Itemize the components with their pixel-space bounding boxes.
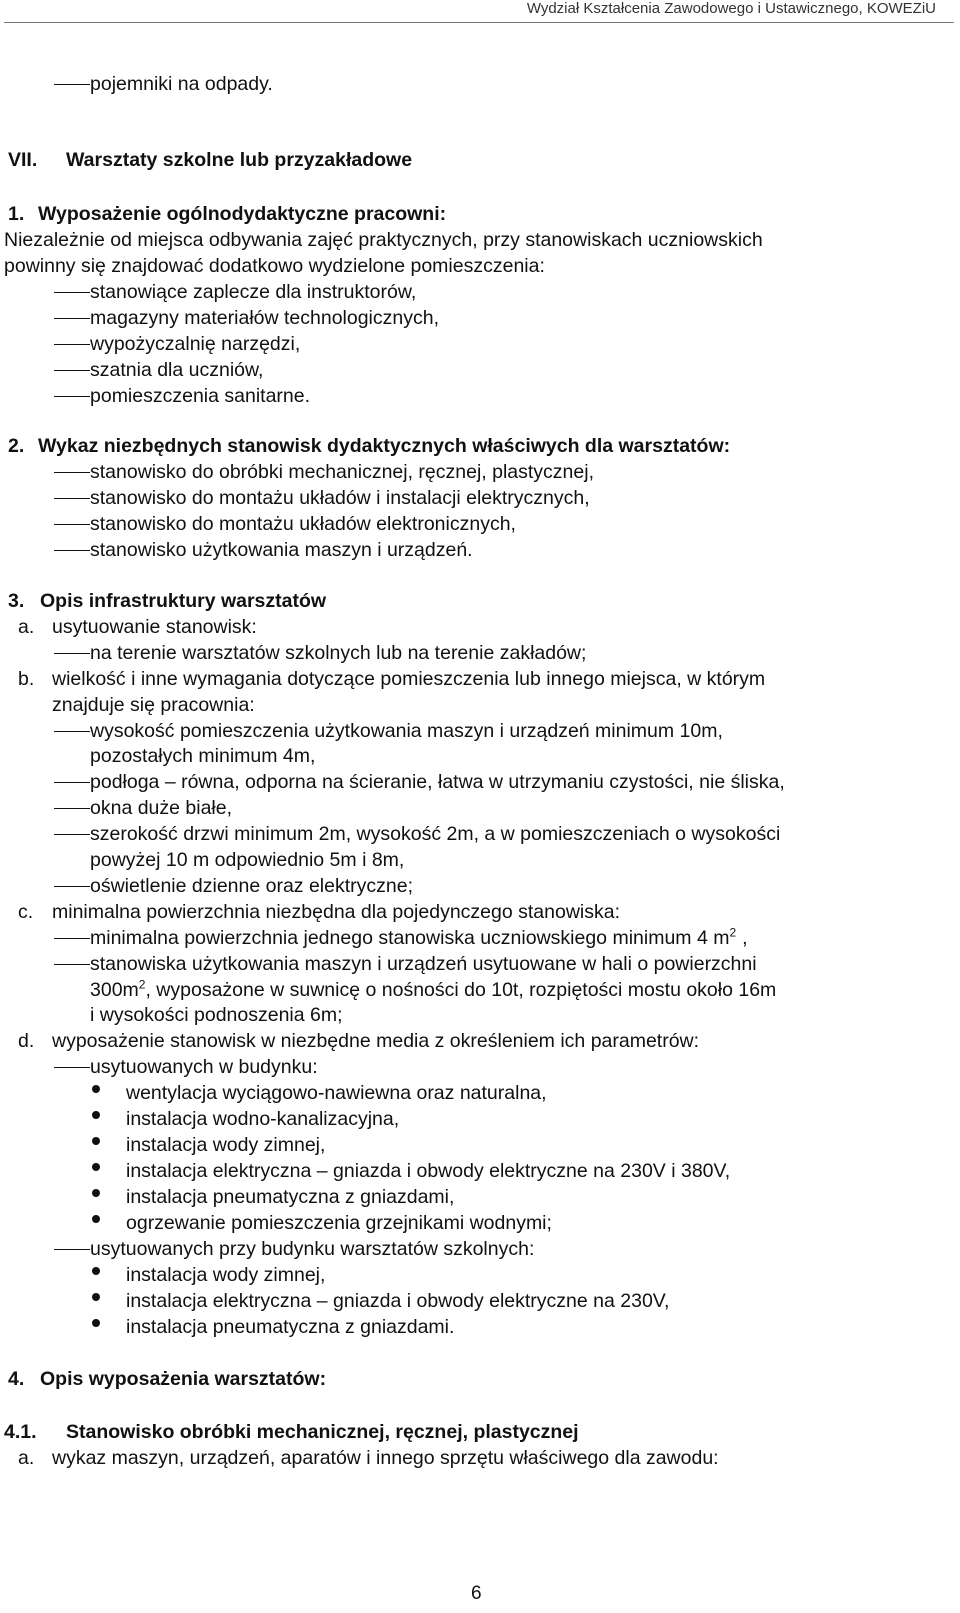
bullet-icon [92, 1189, 100, 1197]
list-item: stanowisko użytkowania maszyn i urządzeń. [90, 539, 473, 561]
list-item: stanowisko do montażu układów i instalacji elektrycznych, [90, 487, 590, 509]
paragraph-line: powinny się znajdować dodatkowo wydzielone pomieszczenia: [4, 255, 545, 277]
bullet-icon [92, 1163, 100, 1171]
subsection-title: Wyposażenie ogólnodydaktyczne pracowni: [38, 203, 447, 225]
list-dash [54, 84, 90, 85]
list-dash [54, 808, 90, 809]
item-text: wykaz maszyn, urządzeń, aparatów i innego sprzętu właściwego dla zawodu: [52, 1447, 719, 1469]
list-item: magazyny materiałów technologicznych, [90, 307, 440, 329]
item-text: usytuowanie stanowisk: [52, 616, 257, 638]
list-item: stanowisko do obróbki mechanicznej, ręcznej, plastycznej, [90, 461, 595, 483]
superscript: 2 [729, 925, 737, 940]
list-item: szerokość drzwi minimum 2m, wysokość 2m, a w pomieszczeniach o wysokości [90, 823, 781, 845]
paragraph-line: Niezależnie od miejsca odbywania zajęć praktycznych, przy stanowiskach uczniowskich [4, 229, 763, 251]
list-item: szatnia dla uczniów, [90, 359, 264, 381]
list-item: usytuowanych w budynku: [90, 1056, 318, 1078]
subsection-number: 2. [8, 435, 25, 457]
list-item-tail: , [742, 927, 748, 949]
section-title: Warsztaty szkolne lub przyzakładowe [66, 149, 413, 171]
bullet-item: instalacja wody zimnej, [126, 1264, 326, 1286]
list-item: wypożyczalnię narzędzi, [90, 333, 301, 355]
list-item: wysokość pomieszczenia użytkowania maszyn i urządzeń minimum 10m, [90, 720, 723, 742]
page-number: 6 [471, 1583, 482, 1604]
subsection-number: 1. [8, 203, 25, 225]
list-dash [54, 524, 90, 525]
list-item-continued [90, 978, 776, 1002]
list-item: pojemniki na odpady. [90, 73, 273, 95]
list-item-continued: i wysokości podnoszenia 6m; [90, 1004, 343, 1026]
list-item [90, 926, 748, 950]
list-dash [54, 292, 90, 293]
list-item: usytuowanych przy budynku warsztatów szkolnych: [90, 1238, 535, 1260]
list-dash [54, 550, 90, 551]
list-dash [54, 653, 90, 654]
bullet-item: ogrzewanie pomieszczenia grzejnikami wodnymi; [126, 1212, 552, 1234]
superscript: 2 [138, 977, 146, 992]
subsection-title: Stanowisko obróbki mechanicznej, ręcznej, plastycznej [66, 1421, 579, 1443]
item-label: b. [18, 668, 35, 690]
bullet-icon [92, 1137, 100, 1145]
item-text: minimalna powierzchnia niezbędna dla pojedynczego stanowiska: [52, 901, 621, 923]
bullet-icon [92, 1267, 100, 1275]
subsection-number: 4.1. [4, 1421, 37, 1443]
item-label: a. [18, 616, 35, 638]
bullet-item: instalacja wody zimnej, [126, 1134, 326, 1156]
item-label: a. [18, 1447, 35, 1469]
list-dash [54, 731, 90, 732]
list-item-text: minimalna powierzchnia jednego stanowiska uczniowskiego minimum 4 m [90, 927, 730, 949]
list-item: stanowiące zaplecze dla instruktorów, [90, 281, 417, 303]
list-item: pomieszczenia sanitarne. [90, 385, 311, 407]
bullet-item: wentylacja wyciągowo-nawiewna oraz naturalna, [126, 1082, 547, 1104]
list-dash [54, 498, 90, 499]
item-label: c. [18, 901, 34, 923]
list-item: na terenie warsztatów szkolnych lub na terenie zakładów; [90, 642, 587, 664]
list-item: stanowiska użytkowania maszyn i urządzeń usytuowane w hali o powierzchni [90, 953, 757, 975]
item-label: d. [18, 1030, 35, 1052]
list-dash [54, 472, 90, 473]
bullet-icon [92, 1085, 100, 1093]
list-dash [54, 344, 90, 345]
list-item: oświetlenie dzienne oraz elektryczne; [90, 875, 414, 897]
list-item-continued: pozostałych minimum 4m, [90, 745, 316, 767]
list-dash [54, 782, 90, 783]
bullet-item: instalacja wodno-kanalizacyjna, [126, 1108, 400, 1130]
list-dash [54, 396, 90, 397]
subsection-title: Opis wyposażenia warsztatów: [40, 1368, 327, 1390]
bullet-item: instalacja elektryczna – gniazda i obwody elektryczne na 230V i 380V, [126, 1160, 731, 1182]
bullet-item: instalacja pneumatyczna z gniazdami. [126, 1316, 455, 1338]
list-item: podłoga – równa, odporna na ścieranie, łatwa w utrzymaniu czystości, nie śliska, [90, 771, 785, 793]
list-item-text: 300m [90, 979, 139, 1001]
item-text: znajduje się pracownia: [52, 694, 255, 716]
subsection-title: Opis infrastruktury warsztatów [40, 590, 327, 612]
header-rule [4, 22, 954, 23]
subsection-number: 4. [8, 1368, 25, 1390]
list-item: okna duże białe, [90, 797, 233, 819]
bullet-icon [92, 1319, 100, 1327]
section-number: VII. [8, 149, 38, 171]
list-item-text: , wyposażone w suwnicę o nośności do 10t, rozpiętości mostu około 16m [145, 979, 777, 1001]
bullet-icon [92, 1111, 100, 1119]
list-item: stanowisko do montażu układów elektronicznych, [90, 513, 516, 535]
bullet-item: instalacja pneumatyczna z gniazdami, [126, 1186, 455, 1208]
bullet-icon [92, 1293, 100, 1301]
list-dash [54, 1067, 90, 1068]
list-dash [54, 938, 90, 939]
subsection-title: Wykaz niezbędnych stanowisk dydaktycznych właściwych dla warsztatów: [38, 435, 731, 457]
list-dash [54, 964, 90, 965]
bullet-icon [92, 1215, 100, 1223]
list-item-continued: powyżej 10 m odpowiednio 5m i 8m, [90, 849, 405, 871]
item-text: wielkość i inne wymagania dotyczące pomieszczenia lub innego miejsca, w którym [52, 668, 766, 690]
list-dash [54, 1249, 90, 1250]
page-header: Wydział Kształcenia Zawodowego i Ustawicznego, KOWEZiU [526, 0, 936, 17]
list-dash [54, 318, 90, 319]
bullet-item: instalacja elektryczna – gniazda i obwody elektryczne na 230V, [126, 1290, 670, 1312]
item-text: wyposażenie stanowisk w niezbędne media z określeniem ich parametrów: [52, 1030, 700, 1052]
list-dash [54, 834, 90, 835]
list-dash [54, 886, 90, 887]
subsection-number: 3. [8, 590, 25, 612]
list-dash [54, 370, 90, 371]
